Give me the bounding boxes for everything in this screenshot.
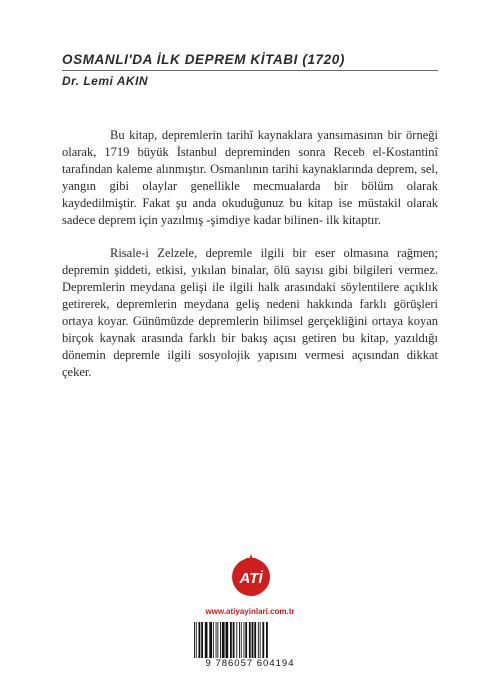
barcode-bar [249,622,251,658]
barcode-bar [262,622,264,658]
isbn-barcode [193,622,315,658]
author-name: Dr. Lemi AKIN [62,74,149,88]
barcode-bar [239,622,240,658]
barcode-bar [233,622,235,658]
barcode-bar [258,622,259,658]
description-text [62,127,438,397]
barcode-bar [199,622,201,658]
barcode-bar [236,622,237,658]
barcode-bar [196,622,197,658]
barcode-bar [245,622,247,658]
barcode-bar [220,622,221,658]
barcode-bar [205,622,208,658]
isbn-number: 9 786057 604194 [205,658,295,669]
barcode-bar [260,622,261,658]
barcode-bar [252,622,254,658]
barcode-bar [222,622,225,658]
barcode-bar [241,622,242,658]
paragraph-2: Risale-i Zelzele, depremle ilgili bir eser olmasına rağmen; depremin şiddeti, etkisi, yıkılan binalar, ölü sayısı gibi bilgileri vermez. Depremlerin meydana gelişi ile ilgili halk arasındaki söylentilere açıklık getirerek, depremlerin meydana geliş nedeni hakkında farklı görüşleri ortaya koyar. Günümüzde depremlerin bilimsel gerçekliğini ortaya koyan birçok kaynak arasında farklı bir bakış açısı getiren bu kitap, yazıldığı dönemin depremle ilgili sosyolojik yapısını vermesi açısından dikkat çeker. [62,246,438,379]
publisher-website: www.atiyayinlari.com.tr [205,607,295,616]
barcode-bar [194,622,195,658]
barcode-panel [179,618,321,672]
barcode-bar [244,622,245,658]
barcode-bar [216,622,217,658]
logo-text: ATİ [239,570,263,587]
paragraph-1: Bu kitap, depremlerin tarihî kaynaklara yansımasının bir örneği olarak, 1719 büyük İstanbul depreminden sonra Receb el-Kostantinî tarafından kaleme alınmıştır. Osmanlının tarihi kaynaklarında deprem, sel, yangın gibi olaylar genellikle mecmualarda bir bölüm olarak kaydedilmiştir. Fakat şu anda okuduğunuz bu kitap ise müstakil olarak sadece deprem için yazılmış -şimdiye kadar bilinen- ilk kitaptır. [62,128,438,227]
publisher-logo [228,552,274,598]
barcode-bar [213,622,214,658]
barcode-bar [201,622,203,658]
barcode-bar [254,622,256,658]
barcode-bar [226,622,229,658]
barcode-bar [217,622,218,658]
barcode-bar [209,622,212,658]
barcode-bar [266,622,268,658]
title-underline [62,70,438,71]
barcode-bar [230,622,232,658]
book-title: OSMANLI'DA İLK DEPREM KİTABI (1720) [62,52,345,67]
